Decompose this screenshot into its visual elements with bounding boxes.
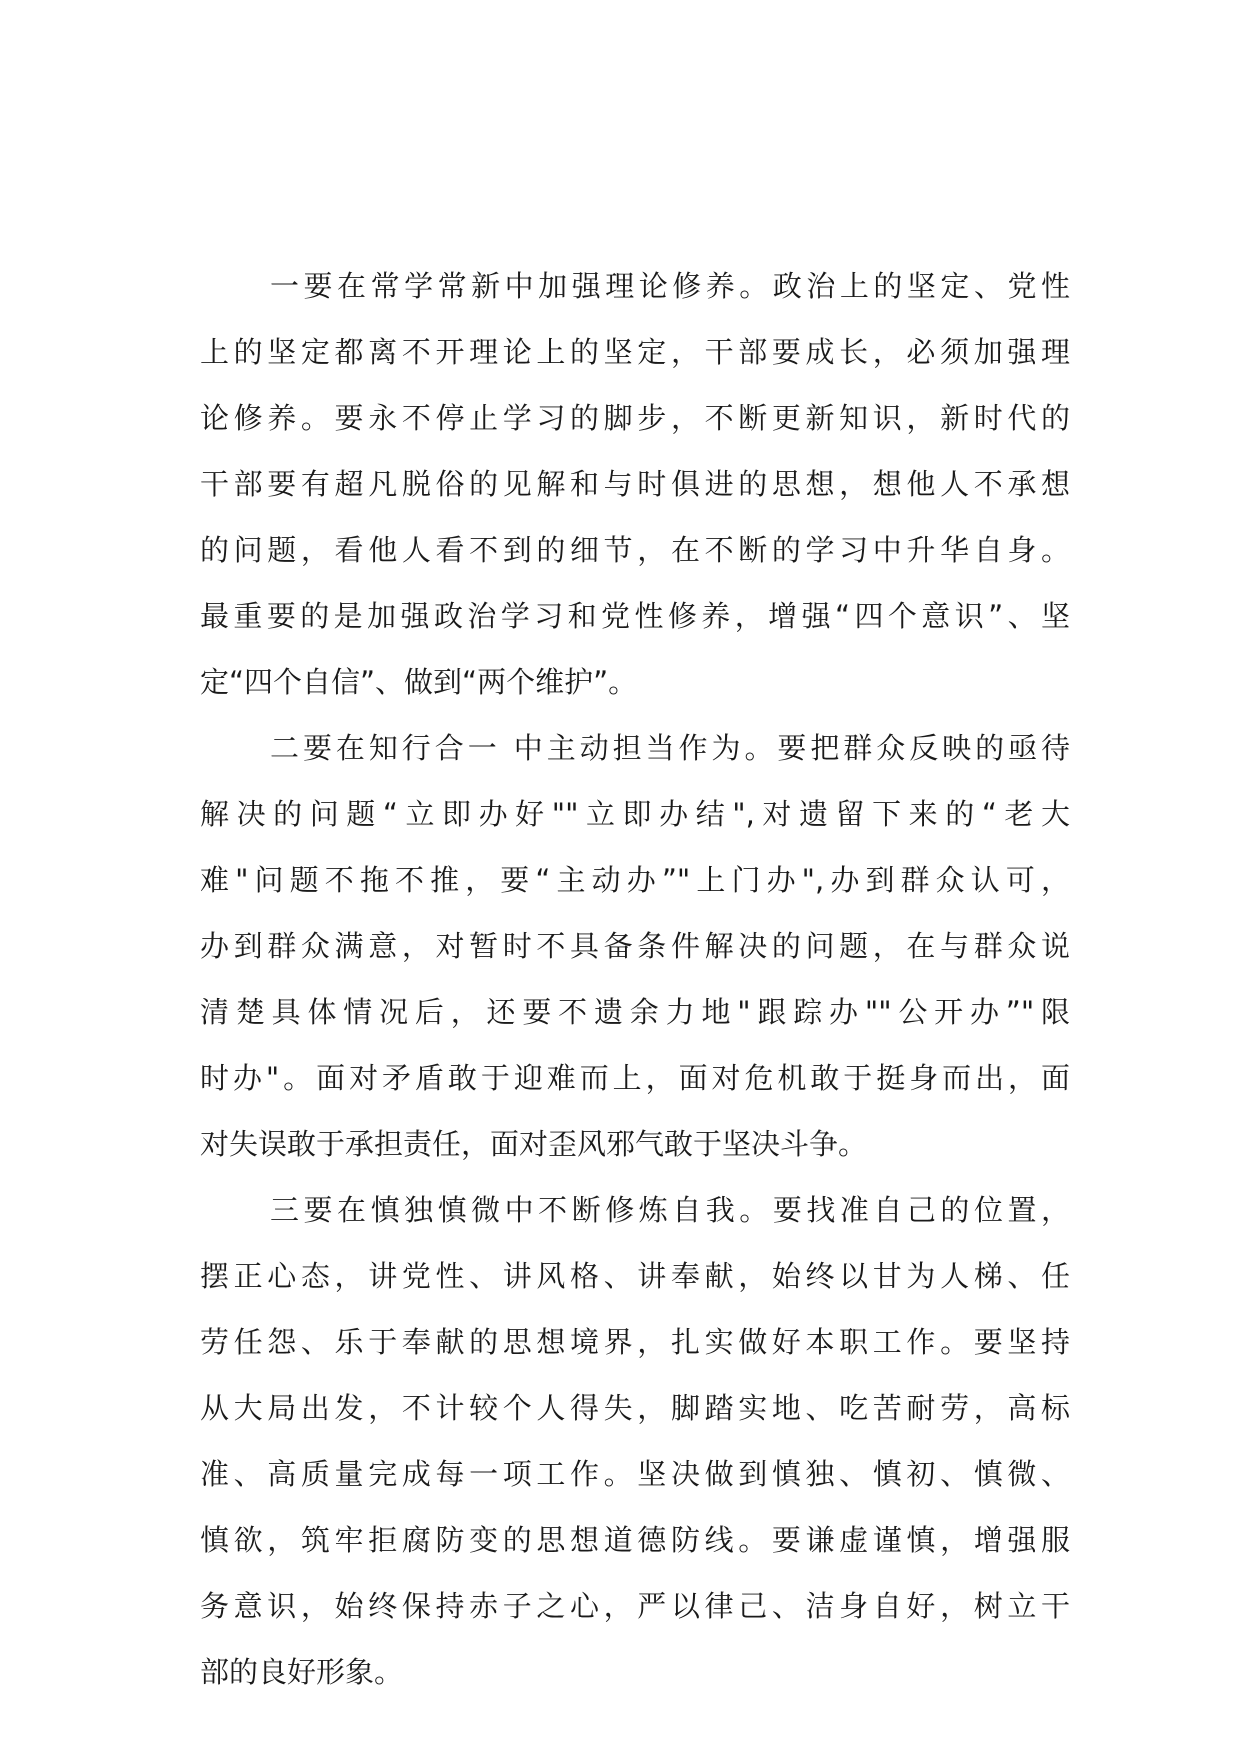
text-line: 三要在慎独慎微中不断修炼自我。要找准自己的位置， — [270, 1193, 1070, 1227]
text-line: 难"问题不拖不推，要“主动办”"上门办",办到群众认可， — [200, 863, 1070, 897]
text-line: 务意识，始终保持赤子之心，严以律己、洁身自好，树立干 — [200, 1589, 1070, 1623]
text-line: 二要在知行合一 中主动担当作为。要把群众反映的亟待 — [270, 731, 1070, 765]
text-line: 论修养。要永不停止学习的脚步，不断更新知识，新时代的 — [200, 401, 1070, 435]
text-line: 对失误敢于承担责任，面对歪风邪气敢于坚决斗争。 — [200, 1127, 868, 1161]
text-line: 定“四个自信”、做到“两个维护”。 — [200, 665, 638, 699]
text-line: 上的坚定都离不开理论上的坚定，干部要成长，必须加强理 — [200, 335, 1070, 369]
text-line: 从大局出发，不计较个人得失，脚踏实地、吃苦耐劳，高标 — [200, 1391, 1070, 1425]
text-line: 清楚具体情况后，还要不遗余力地"跟踪办""公开办”"限 — [200, 995, 1070, 1029]
text-line: 最重要的是加强政治学习和党性修养，增强“四个意识”、坚 — [200, 599, 1070, 633]
paragraph-theory — [200, 253, 1070, 715]
paragraph-action — [200, 715, 1070, 1177]
paragraph-self-discipline — [200, 1177, 1070, 1705]
document-body — [200, 253, 1070, 1705]
text-line: 办到群众满意，对暂时不具备条件解决的问题，在与群众说 — [200, 929, 1070, 963]
text-line: 摆正心态，讲党性、讲风格、讲奉献，始终以甘为人梯、任 — [200, 1259, 1070, 1293]
text-line: 劳任怨、乐于奉献的思想境界，扎实做好本职工作。要坚持 — [200, 1325, 1070, 1359]
text-line: 慎欲，筑牢拒腐防变的思想道德防线。要谦虚谨慎，增强服 — [200, 1523, 1070, 1557]
text-line: 一要在常学常新中加强理论修养。政治上的坚定、党性 — [270, 269, 1070, 303]
text-line: 部的良好形象。 — [200, 1655, 404, 1689]
text-line: 时办"。面对矛盾敢于迎难而上，面对危机敢于挺身而出，面 — [200, 1061, 1070, 1095]
text-line: 解决的问题“立即办好""立即办结",对遗留下来的“老大 — [200, 797, 1070, 831]
text-line: 干部要有超凡脱俗的见解和与时俱进的思想，想他人不承想 — [200, 467, 1070, 501]
text-line: 准、高质量完成每一项工作。坚决做到慎独、慎初、慎微、 — [200, 1457, 1070, 1491]
text-line: 的问题，看他人看不到的细节，在不断的学习中升华自身。 — [200, 533, 1070, 567]
